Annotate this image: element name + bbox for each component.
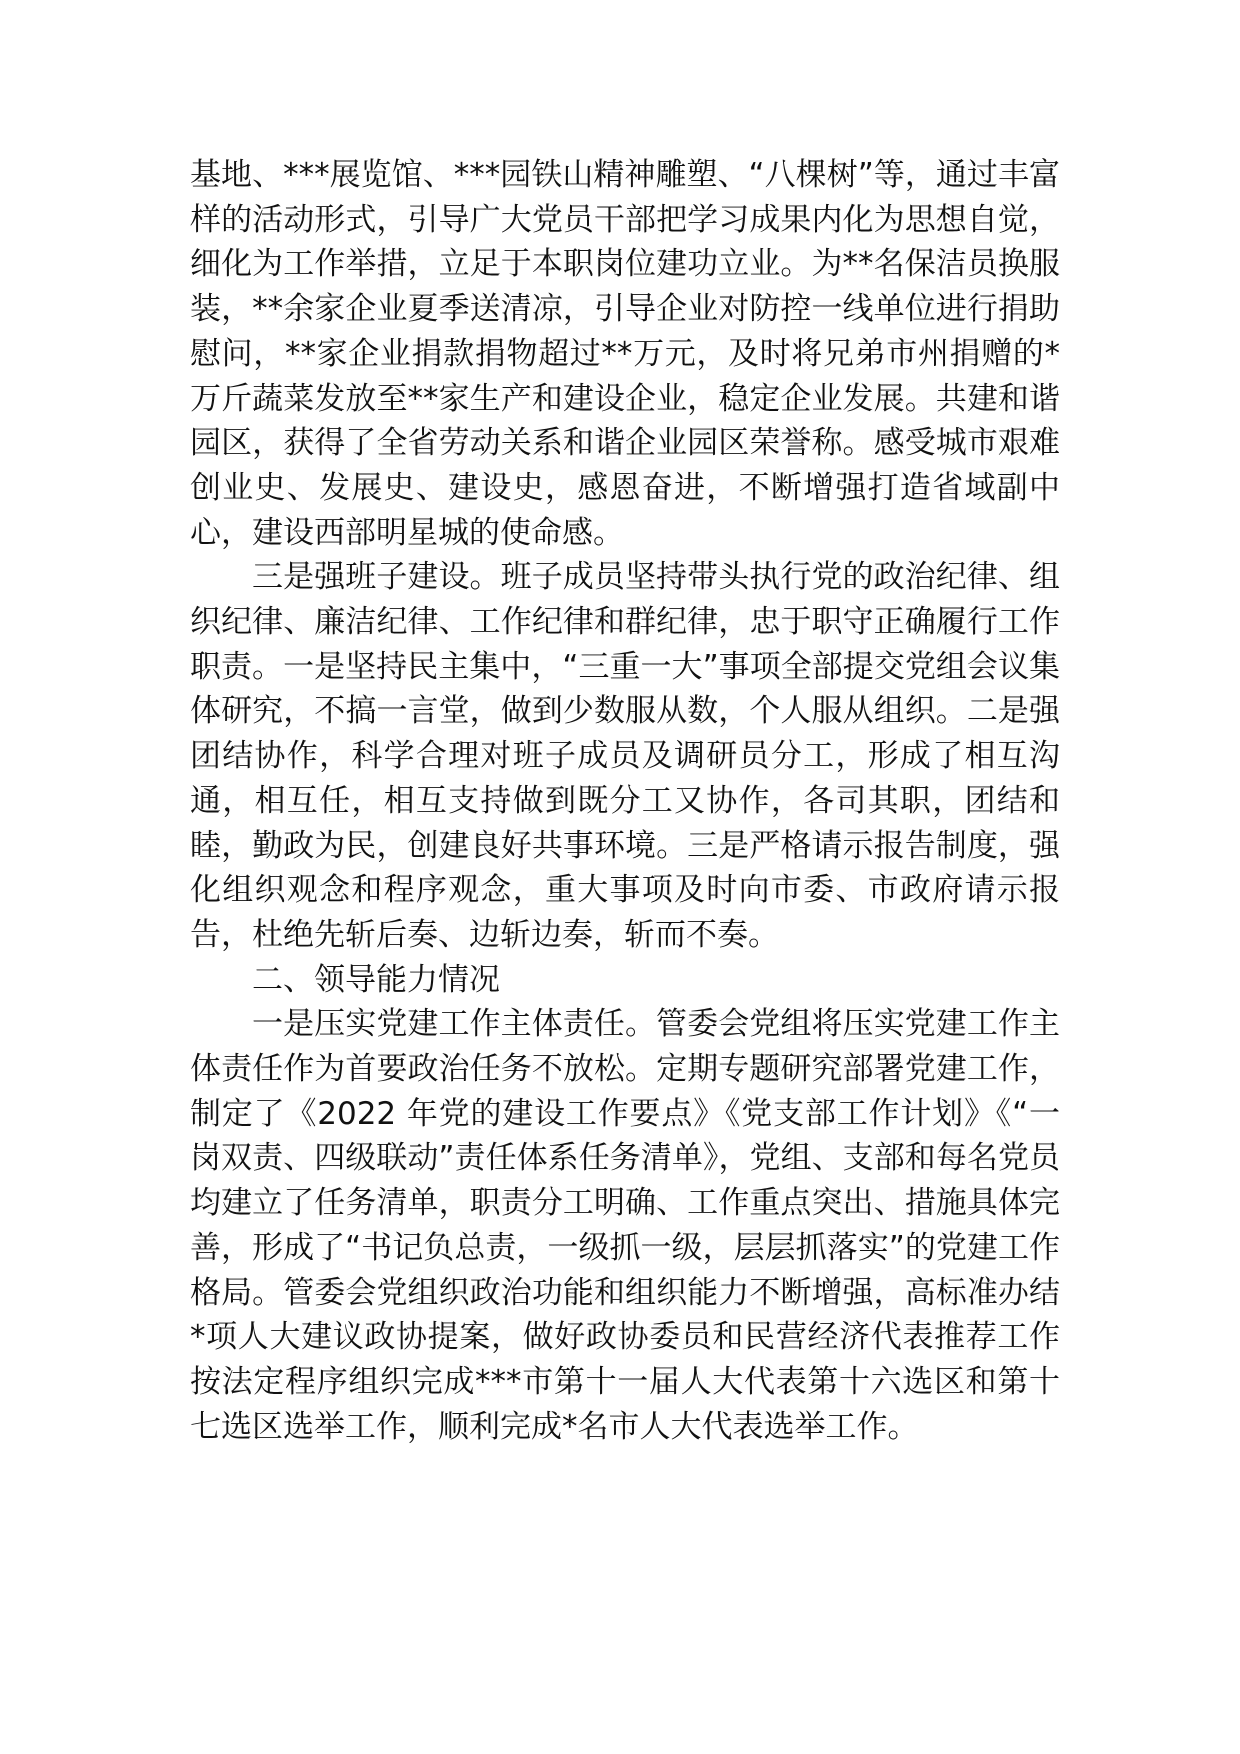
document-body: [190, 153, 1060, 1449]
paragraph-party-building: 一是压实党建工作主体责任。管委会党组将压实党建工作主体责任作为首要政治任务不放松。定期专题研究部署党建工作，制定了《2022 年党的建设工作要点》《党支部工作计划》《“一岗双责、四级联动”责任体系任务清单》，党组、支部和每名党员均建立了任务清单，职责分工明确、工作重点突出、措施具体完善，形成了“书记负总责，一级抓一级，层层抓落实”的党建工作格局。管委会党组织政治功能和组织能力不断增强，高标准办结*项人大建议政协提案，做好政协委员和民营经济代表推荐工作按法定程序组织完成***市第十一届人大代表第十六选区和第十七选区选举工作，顺利完成*名市人大代表选举工作。: [190, 1006, 1060, 1445]
paragraph-team-building: 三是强班子建设。班子成员坚持带头执行党的政治纪律、组织纪律、廉洁纪律、工作纪律和群纪律，忠于职守正确履行工作职责。一是坚持民主集中，“三重一大”事项全部提交党组会议集体研究，不搞一言堂，做到少数服从数，个人服从组织。二是强团结协作，科学合理对班子成员及调研员分工，形成了相互沟通，相互任，相互支持做到既分工又协作，各司其职，团结和睦，勤政为民，创建良好共事环境。三是严格请示报告制度，强化组织观念和程序观念，重大事项及时向市委、市政府请示报告，杜绝先斩后奏、边斩边奏，斩而不奏。: [190, 559, 1060, 953]
section-heading: 二、领导能力情况: [252, 961, 500, 998]
paragraph-continuation: 基地、***展览馆、***园铁山精神雕塑、“八棵树”等，通过丰富样的活动形式，引导广大党员干部把学习成果内化为思想自觉，细化为工作举措，立足于本职岗位建功立业。为**名保洁员换服装，**余家企业夏季送清凉，引导企业对防控一线单位进行捐助慰问，**家企业捐款捐物超过**万元，及时将兄弟市州捐赠的*万斤蔬菜发放至**家生产和建设企业，稳定企业发展。共建和谐园区，获得了全省劳动关系和谐企业园区荣誉称。感受城市艰难创业史、发展史、建设史，感恩奋进，不断增强打造省域副中心，建设西部明星城的使命感。: [190, 157, 1060, 551]
